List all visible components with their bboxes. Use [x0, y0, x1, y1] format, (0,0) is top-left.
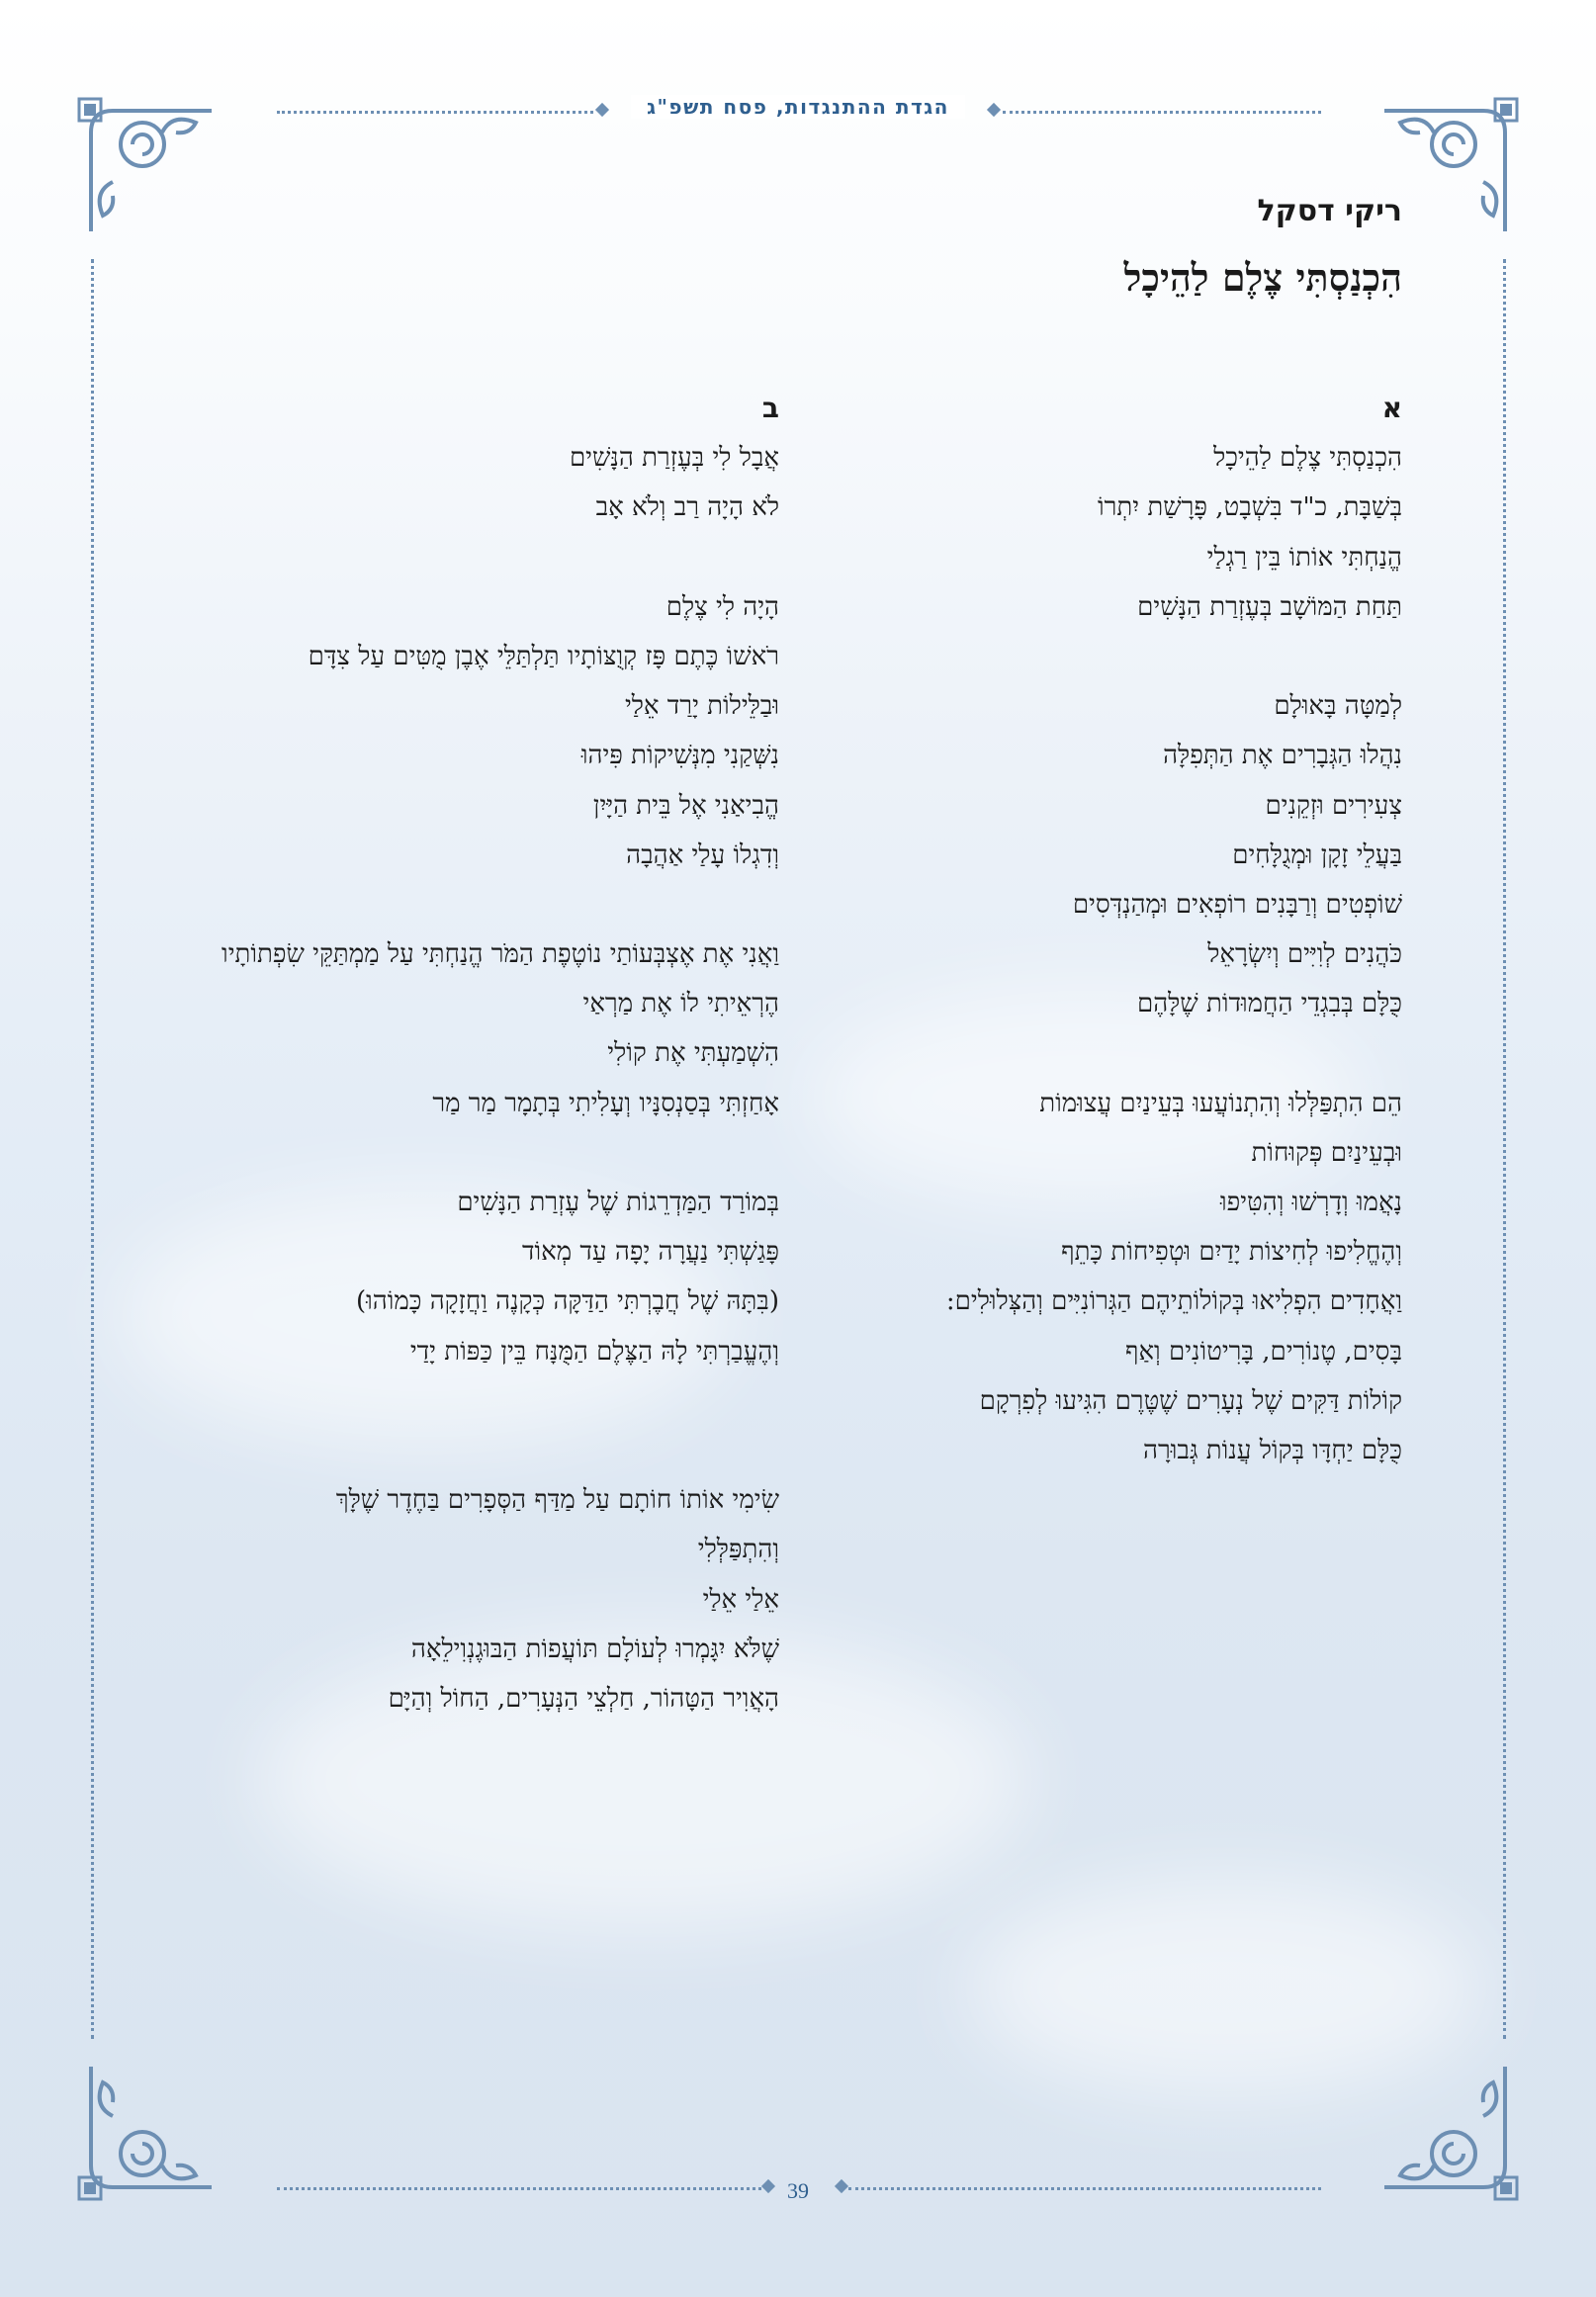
section-letter: ב	[761, 392, 779, 424]
poem-line: הִכְנַסְתִּי צֶלֶם לַהֵיכָל	[1213, 443, 1402, 474]
poem-line: כֻּלָּם בְּבִגְדֵי הַחֲמוּדוֹת שֶׁלָּהֶם	[1136, 989, 1402, 1019]
author-name: ריקי דסקל	[1257, 194, 1402, 228]
poem-line: כֻּלָּם יַחְדָּו בְּקוֹל עֲנוֹת גְּבוּרָה	[1143, 1435, 1402, 1465]
poem-line: שִׂימִי אוֹתוֹ חוֹתָם עַל מַדַּף הַסְּפָרִים בַּחֶדֶר שֶׁלָּךְ	[335, 1485, 779, 1516]
poem-line: צְעִירִים וּזְקֵנִים	[1265, 790, 1402, 821]
stanza-break	[146, 1376, 779, 1426]
poem-line: הֱנַחְתִּי אוֹתוֹ בֵּין רַגְלַי	[1206, 542, 1402, 573]
running-header-title: הגדת ההתנגדות, פסח תשפ"ג	[631, 95, 965, 119]
stanza-break	[146, 533, 779, 582]
poem-line: רֹאשׁוֹ כֶּתֶם פָּז קְוֻצּוֹתָיו תַּלְתַּלֵּי אֶבֶן מֻטִּים עַל צִדָּם	[308, 641, 779, 671]
poem-line: הָיָה לִי צֶלֶם	[665, 591, 779, 622]
poem-title: הִכְנַסְתִּי צֶלֶם לַהֵיכָל	[1123, 255, 1402, 300]
poem-section-a	[809, 384, 1402, 1475]
poem-line: וְהֶעֱבַרְתִּי לָהּ הַצֶּלֶם הַמֻּנָּח בֵּין כַּפּוֹת יָדַי	[409, 1336, 779, 1367]
poem-line: וְדִגְלוֹ עָלַי אַהֲבָה	[626, 839, 779, 870]
poem-line: הֵם הִתְפַּלְּלוּ וְהִתְנוֹעֲעוּ בְּעֵינַיִם עֲצוּמוֹת	[1039, 1088, 1402, 1118]
poem-line: נִשְּׁקַנִי מִנְּשִׁיקוֹת פִּיהוּ	[580, 741, 779, 771]
poem-line: שׁוֹפְטִים וְרַבָּנִים רוֹפְאִים וּמְהַנְדְּסִים	[1072, 889, 1402, 920]
stanza-break	[146, 880, 779, 929]
poem-line: בְּמוֹרַד הַמַּדְרֵגוֹת שֶׁל עֶזְרַת הַנָּשִׁים	[457, 1188, 779, 1217]
stanza-break	[809, 1028, 1402, 1078]
poem-line: הֱבִיאַנִי אֶל בֵּית הַיָּיִן	[592, 790, 779, 821]
poem-line: (בִּתָּהּ שֶׁל חֲבֶרְתִּי הַדַּקָּה כְּקָנֶה וַחֲזָקָה כָּמוֹהוּ)	[355, 1286, 779, 1317]
page-number-container	[0, 2178, 1596, 2204]
poem-line: כֹּהֲנִים לְוִיִּים וְיִשְׂרָאֵל	[1207, 939, 1402, 970]
poem-line: וַאֲנִי אֶת אֶצְבְּעוֹתַי נוֹטֶפֶת הַמֹּר הֱנַחְתִּי עַל מַמְתַּקֵּי שִׂפְתוֹתָיו	[222, 939, 779, 970]
poem-line: אֵלַי אֵלַי	[702, 1584, 779, 1615]
stanza-break	[146, 1128, 779, 1178]
stanza-break	[146, 1426, 779, 1475]
poem-line: אֲבָל לִי בְּעֶזְרַת הַנָּשִׁים	[569, 443, 779, 474]
poem-line: בְּשַׁבָּת, כ"ד בִּשְׁבָט, פָּרָשַׁת יִתְרוֹ	[1097, 492, 1402, 523]
poem-line: לֹא הָיָה רַב וְלֹא אָב	[595, 492, 779, 523]
poem-line: קוֹלוֹת דַּקִּים שֶׁל נְעָרִים שֶׁטֶּרֶם הִגִּיעוּ לְפִרְקָם	[979, 1385, 1402, 1416]
poem-line: וּבְעֵינַיִם פְּקוּחוֹת	[1251, 1137, 1402, 1168]
poem-line: הֶרְאֵיתִי לוֹ אֶת מַרְאַי	[582, 989, 779, 1019]
poem-line: אָחַזְתִּי בְּסַנְסִנָּיו וְעָלִיתִי בְּתָמָר מַר מַר	[432, 1088, 779, 1118]
section-letter: א	[1381, 392, 1402, 424]
poem-line: וְהֶחֱלִיפוּ לְחִיצוֹת יָדַיִם וּטְפִיחוֹת כָּתֵף	[1061, 1237, 1402, 1268]
poem-line: תַּחַת הַמּוֹשָׁב בְּעֶזְרַת הַנָּשִׁים	[1137, 591, 1402, 622]
poem-section-b	[146, 384, 779, 1723]
page-number: 39	[787, 2178, 809, 2203]
poem-line: נָאֲמוּ וְדָרְשׁוּ וְהִטִּיפוּ	[1219, 1188, 1402, 1217]
running-header	[0, 95, 1596, 119]
stanza-break	[809, 632, 1402, 681]
poem-line: הִשְׁמַעְתִּי אֶת קוֹלִי	[607, 1038, 779, 1069]
poem-line: הָאֲוִיר הַטָּהוֹר, חַלְצֵי הַנְּעָרִים, הַחוֹל וְהַיָּם	[388, 1683, 779, 1714]
poem-line: נִהֲלוּ הַגְּבָרִים אֶת הַתְּפִלָּה	[1163, 741, 1402, 771]
poem-line: וְהִתְפַּלְּלִי	[697, 1535, 779, 1565]
poem-line: לְמַטָּה בָּאוּלָם	[1274, 691, 1402, 722]
poem-line: פָּגַשְׁתִּי נַעֲרָה יָפָה עַד מְאוֹד	[521, 1237, 779, 1268]
poem-line: וּבַלֵּילוֹת יָרַד אֵלַי	[624, 691, 779, 722]
poem-line: בַּעֲלֵי זָקָן וּמְגֻלָּחִים	[1232, 839, 1402, 870]
poem-line: בָּסִים, טֶנוֹרִים, בָּרִיטוֹנִים וְאַף	[1124, 1336, 1402, 1367]
poem-line: וַאֲחָדִים הִפְלִיאוּ בְּקוֹלוֹתֵיהֶם הַגְּרוֹנִיִּים וְהַצְּלוּלִים:	[945, 1286, 1402, 1317]
poem-line: שֶׁלֹּא יִגָּמְרוּ לְעוֹלָם תּוֹעֲפוֹת הַבּוּגֶנְוִילֵאָה	[410, 1634, 779, 1664]
